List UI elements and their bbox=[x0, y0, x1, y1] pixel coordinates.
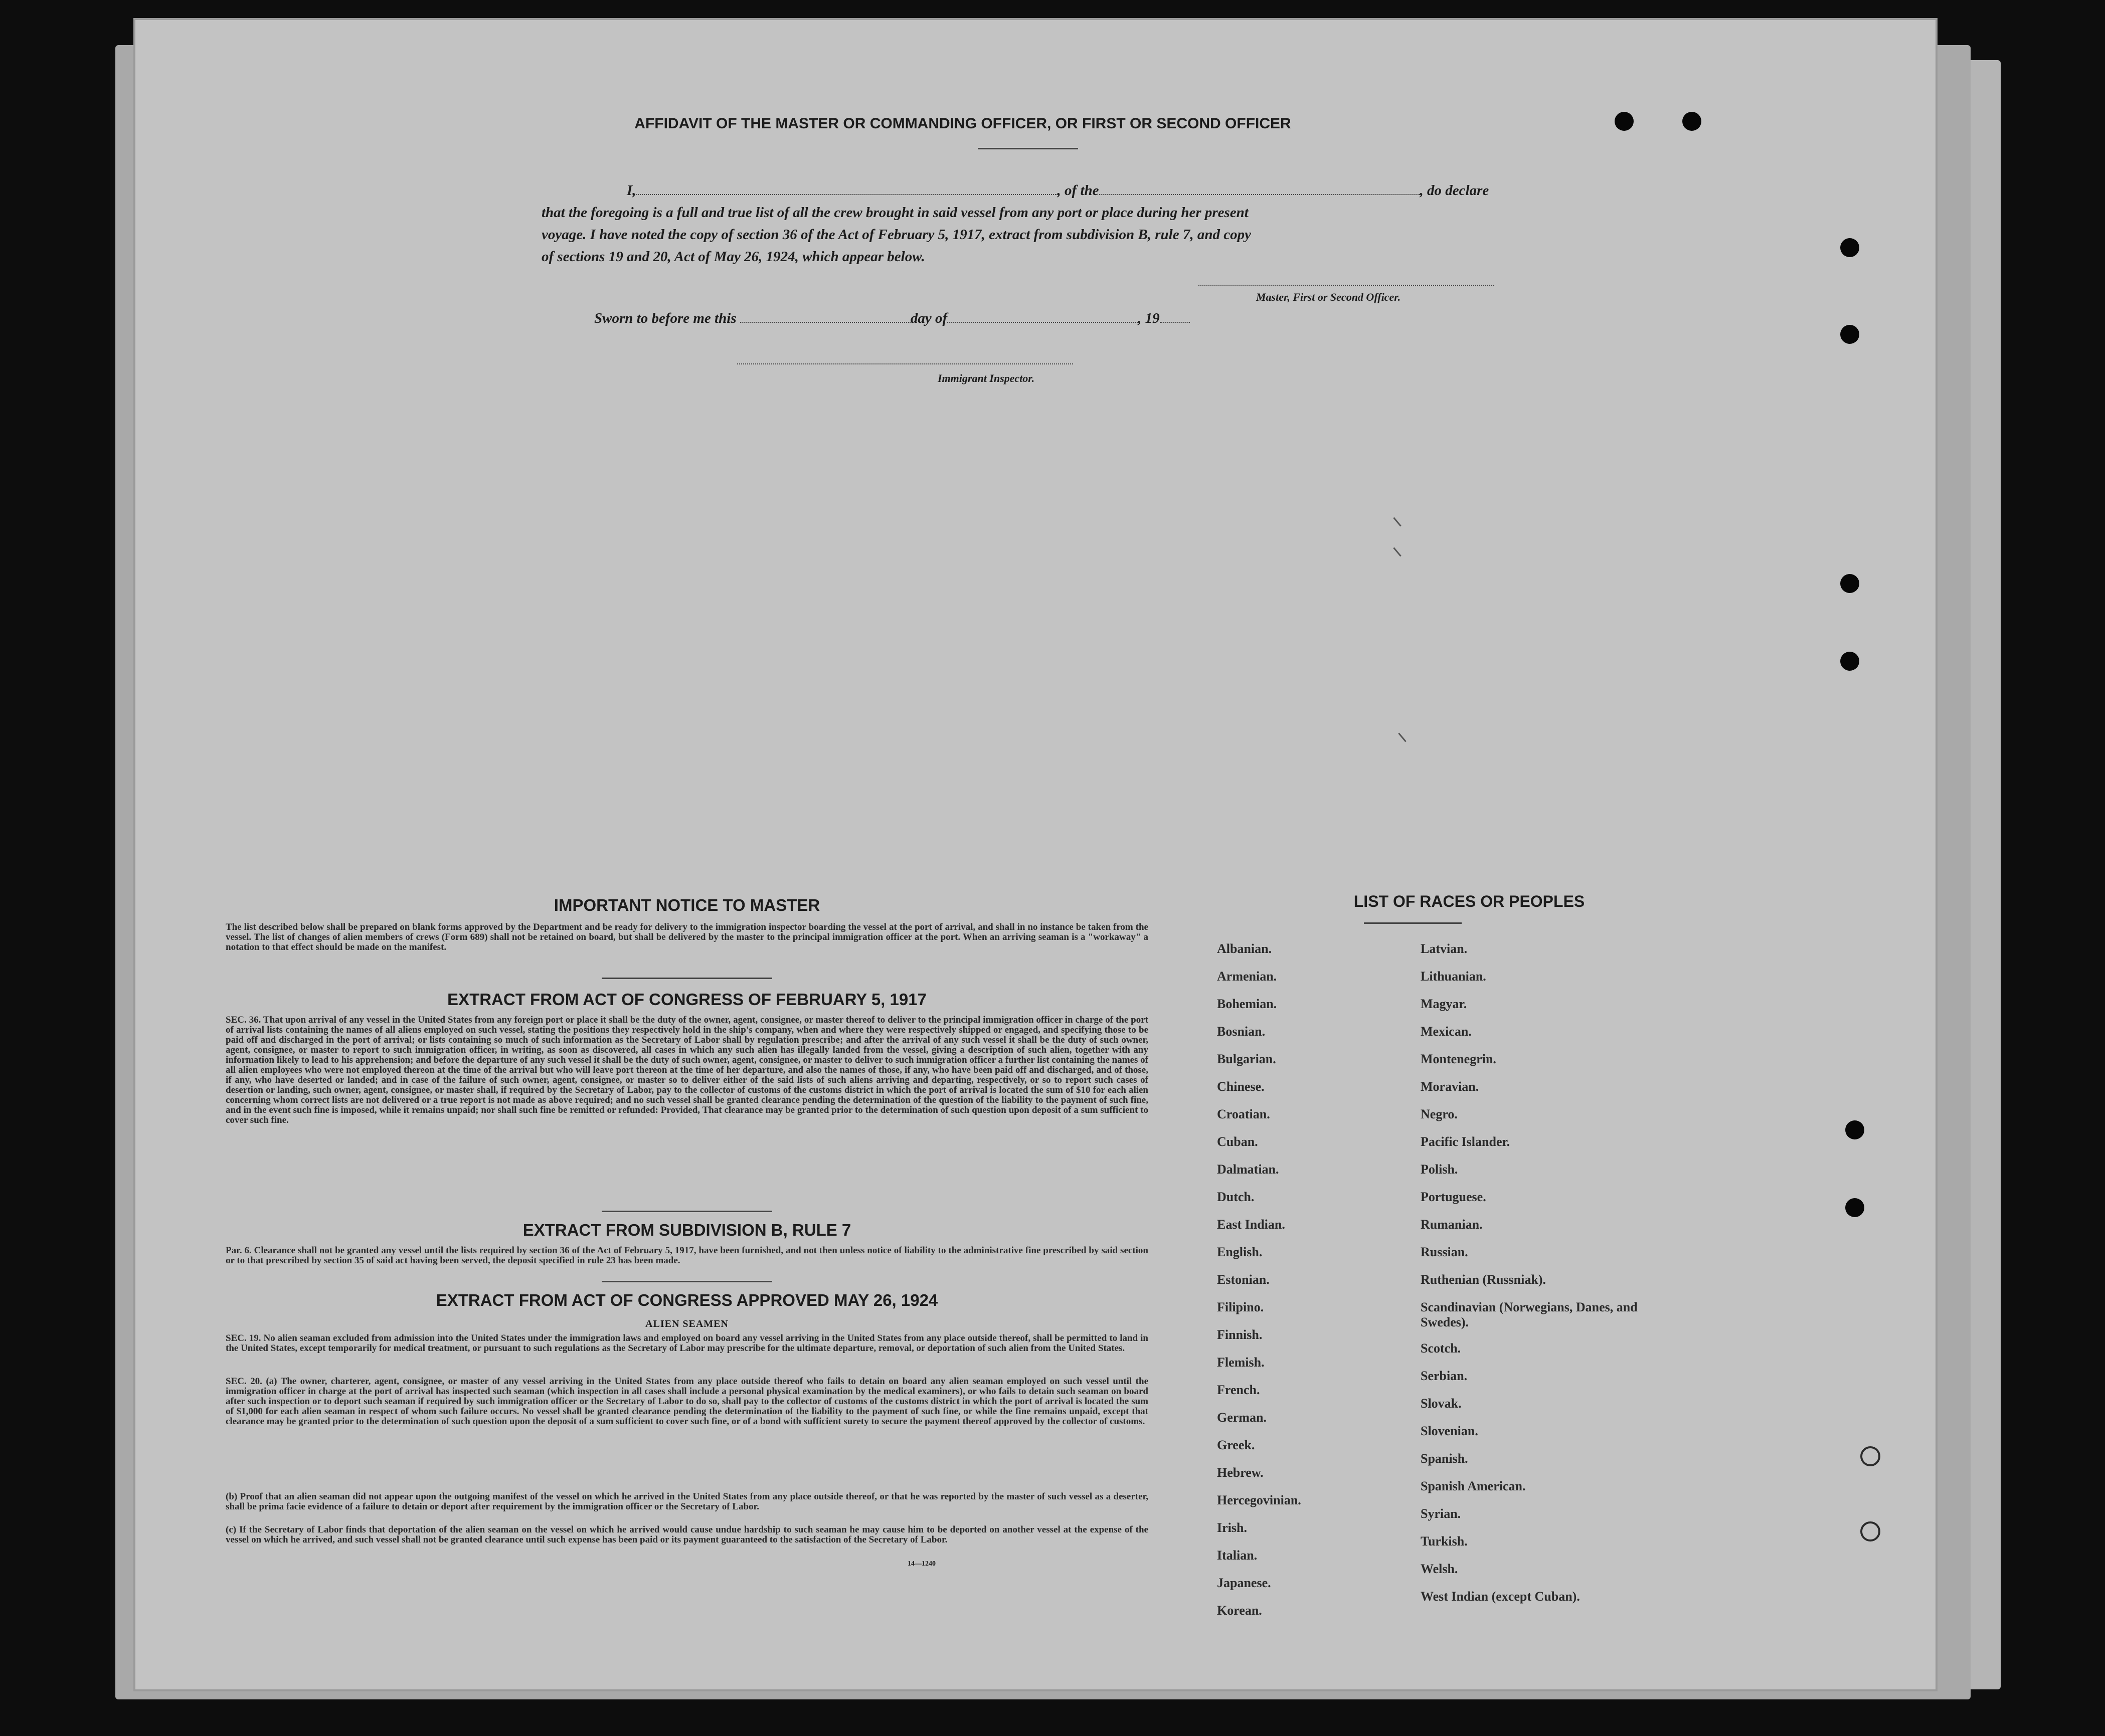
race-item: Scandinavian (Norwegians, Danes, and Swedes). bbox=[1421, 1300, 1638, 1329]
affidavit-text: , do declare bbox=[1420, 182, 1489, 199]
name-blank bbox=[636, 183, 1058, 195]
year-blank bbox=[1160, 311, 1190, 323]
mark bbox=[1393, 517, 1401, 527]
races-column-1 bbox=[1217, 941, 1408, 1631]
race-item: Spanish American. bbox=[1421, 1479, 1526, 1493]
race-item: Korean. bbox=[1217, 1603, 1262, 1618]
affidavit-line-2: that the foregoing is a full and true list of all the crew brought in said vessel from any port or place during her present bbox=[542, 205, 1249, 221]
race-item: Finnish. bbox=[1217, 1327, 1263, 1342]
divider bbox=[978, 148, 1078, 149]
rule-7-title: EXTRACT FROM SUBDIVISION B, RULE 7 bbox=[522, 1221, 851, 1239]
punch-hole bbox=[1845, 1198, 1864, 1217]
race-item: Mexican. bbox=[1421, 1024, 1472, 1039]
race-item: Cuban. bbox=[1217, 1134, 1258, 1149]
notice-title: IMPORTANT NOTICE TO MASTER bbox=[554, 896, 820, 914]
race-item: Flemish. bbox=[1217, 1355, 1265, 1370]
race-item: Scotch. bbox=[1421, 1341, 1461, 1356]
race-item: Montenegrin. bbox=[1421, 1052, 1496, 1066]
race-item: Dutch. bbox=[1217, 1190, 1255, 1204]
affidavit-text: I, bbox=[627, 182, 636, 199]
affidavit-line-3: voyage. I have noted the copy of section 36 of the Act of February 5, 1917, extract from subdivision B, rule 7, and copy bbox=[542, 227, 1251, 243]
race-item: Syrian. bbox=[1421, 1506, 1461, 1521]
race-item: Greek. bbox=[1217, 1438, 1255, 1452]
sworn-text: Sworn to before me this bbox=[594, 310, 737, 326]
race-item: Moravian. bbox=[1421, 1079, 1479, 1094]
extract-1917-title: EXTRACT FROM ACT OF CONGRESS OF FEBRUARY 5, 1917 bbox=[447, 990, 927, 1009]
race-item: Albanian. bbox=[1217, 941, 1272, 956]
extract-1924-title: EXTRACT FROM ACT OF CONGRESS APPROVED MAY 26, 1924 bbox=[436, 1291, 938, 1309]
race-item: West Indian (except Cuban). bbox=[1421, 1589, 1580, 1604]
sworn-line bbox=[594, 307, 1396, 329]
race-item: Irish. bbox=[1217, 1520, 1247, 1535]
race-item: Estonian. bbox=[1217, 1272, 1270, 1287]
divider bbox=[602, 1211, 772, 1212]
races-column-2 bbox=[1421, 941, 1661, 1617]
race-item: Negro. bbox=[1421, 1107, 1458, 1121]
master-signature-label: Master, First or Second Officer. bbox=[1256, 291, 1401, 303]
race-item: Russian. bbox=[1421, 1245, 1468, 1259]
affidavit-line-4: of sections 19 and 20, Act of May 26, 1924, which appear below. bbox=[542, 249, 925, 265]
race-item: Welsh. bbox=[1421, 1562, 1458, 1576]
race-item: Slovenian. bbox=[1421, 1424, 1478, 1438]
race-item: Spanish. bbox=[1421, 1451, 1468, 1466]
affidavit-declaration-line bbox=[587, 179, 1655, 202]
sworn-text: day of bbox=[910, 310, 948, 326]
race-item: Italian. bbox=[1217, 1548, 1258, 1563]
race-item: East Indian. bbox=[1217, 1217, 1285, 1232]
race-item: Hebrew. bbox=[1217, 1465, 1264, 1480]
rule-7-body: Par. 6. Clearance shall not be granted any vessel until the lists required by section 36 of the Act of February 5, 1917, have been furnished, and not then unless notice of liability to the administrative fine prescribed by said section or to that prescribed by section 35 of said act having been served, the deposit specified in rule 23 has been made. bbox=[226, 1245, 1148, 1266]
race-item: Bosnian. bbox=[1217, 1024, 1266, 1039]
race-item: Slovak. bbox=[1421, 1396, 1462, 1411]
race-item: Armenian. bbox=[1217, 969, 1277, 984]
inspector-signature-line bbox=[737, 363, 1073, 364]
punch-hole bbox=[1860, 1521, 1880, 1541]
alien-seamen-subtitle: ALIEN SEAMEN bbox=[645, 1318, 729, 1329]
race-item: Magyar. bbox=[1421, 997, 1467, 1011]
race-item: Bulgarian. bbox=[1217, 1052, 1276, 1066]
mark bbox=[1398, 733, 1406, 742]
affidavit-title: AFFIDAVIT OF THE MASTER OR COMMANDING OFFICER, OR FIRST OR SECOND OFFICER bbox=[634, 115, 1291, 132]
section-19: SEC. 19. No alien seaman excluded from admission into the United States under the immigration laws and employed on board any vessel arriving in the United States from any place outside thereof, shall be permitted to land in the United States, except temporarily for medical treatment, or pursuant to such regulations as the Secretary of Labor may prescribe for the ultimate departure, removal, or deportation of such alien from the United States. bbox=[226, 1333, 1148, 1354]
vessel-blank bbox=[1099, 183, 1420, 195]
race-item: English. bbox=[1217, 1245, 1263, 1259]
race-item: Rumanian. bbox=[1421, 1217, 1483, 1232]
signature-line bbox=[1198, 285, 1494, 286]
races-title: LIST OF RACES OR PEOPLES bbox=[1353, 892, 1585, 910]
section-20b: (b) Proof that an alien seaman did not appear upon the outgoing manifest of the vessel on which he arrived in the United States from any place outside thereof, or that he was reported by the master of such vessel as a deserter, shall be prima facie evidence of a failure to detain or deport after requirement by the immigration officer or the Secretary of Labor. bbox=[226, 1491, 1148, 1512]
race-item: Chinese. bbox=[1217, 1079, 1265, 1094]
month-blank bbox=[947, 311, 1138, 323]
punch-hole bbox=[1840, 238, 1859, 257]
race-item: Pacific Islander. bbox=[1421, 1134, 1510, 1149]
race-item: Filipino. bbox=[1217, 1300, 1264, 1314]
affidavit-text: , of the bbox=[1057, 182, 1099, 199]
punch-hole bbox=[1860, 1446, 1880, 1466]
day-blank bbox=[740, 311, 911, 323]
inspector-signature-label: Immigrant Inspector. bbox=[938, 372, 1035, 384]
race-item: Hercegovinian. bbox=[1217, 1493, 1301, 1507]
race-item: Dalmatian. bbox=[1217, 1162, 1279, 1177]
race-item: Serbian. bbox=[1421, 1369, 1468, 1383]
punch-hole bbox=[1845, 1120, 1864, 1139]
race-item: German. bbox=[1217, 1410, 1267, 1425]
divider bbox=[602, 1281, 772, 1282]
race-item: Croatian. bbox=[1217, 1107, 1270, 1121]
punch-hole bbox=[1682, 112, 1701, 131]
race-item: Portuguese. bbox=[1421, 1190, 1486, 1204]
sworn-text: , 19 bbox=[1138, 310, 1160, 326]
race-item: Polish. bbox=[1421, 1162, 1458, 1177]
punch-hole bbox=[1615, 112, 1634, 131]
divider bbox=[1364, 922, 1462, 924]
race-item: Japanese. bbox=[1217, 1576, 1271, 1590]
race-item: Bohemian. bbox=[1217, 997, 1277, 1011]
extract-1917-body: SEC. 36. That upon arrival of any vessel in the United States from any foreign port or place it shall be the duty of the owner, agent, consignee, or master thereof to deliver to the principal immigration officer in charge of the port of arrival lists containing the names of all aliens employed on such vessel, stating the positions they respectively hold in the ship's company, when and where they were respectively shipped or engaged, and specifying those to be paid off and discharged in the port of arrival; or lists containing so much of such information as the Secretary of Labor shall by regulation prescribe; and after the arrival of any such vessel it shall be the duty of such owner, agent, consignee, or master to report to such immigration officer, in writing, as soon as discovered, all cases in which any such alien has illegally landed from the vessel, giving a description of such alien, together with any information likely to lead to his apprehension; and before the departure of any such vessel it shall be the duty of such owner, agent, consignee, or master to deliver to such immigration officer a further list containing the names of all alien employees who were not employed thereon at the time of the arrival but who will leave port thereon at the time of her departure, and also the names of those, if any, who have been paid off and discharged, and of those, if any, who have deserted or landed; and in case of the failure of such owner, agent, consignee, or master so to deliver either of the said lists of such aliens arriving and departing, respectively, or so to report such cases of desertion or landing, such owner, agent, consignee, or master shall, if required by the Secretary of Labor, pay to the collector of customs of the customs district in which the port of arrival is located the sum of $10 for each alien concerning whom correct lists are not delivered or a true report is not made as above required; and no such vessel shall be granted clearance pending the determination of the question of the liability to the payment of such fine, and in the event such fine is imposed, while it remains unpaid; nor shall such fine be remitted or refunded: Provided, That clearance may be granted prior to the determination of such question upon deposit of a sum sufficient to cover such fine. bbox=[226, 1015, 1148, 1125]
form-number: 14—1240 bbox=[908, 1560, 936, 1568]
race-item: Ruthenian (Russniak). bbox=[1421, 1272, 1546, 1287]
race-item: French. bbox=[1217, 1383, 1260, 1397]
punch-hole bbox=[1840, 652, 1859, 671]
race-item: Lithuanian. bbox=[1421, 969, 1486, 984]
document-page bbox=[135, 20, 1936, 1689]
divider bbox=[602, 978, 772, 979]
punch-hole bbox=[1840, 325, 1859, 344]
race-item: Latvian. bbox=[1421, 941, 1468, 956]
mark bbox=[1393, 547, 1401, 557]
punch-hole bbox=[1840, 574, 1859, 593]
notice-body: The list described below shall be prepared on blank forms approved by the Department and be ready for delivery to the immigration inspector boarding the vessel at the port of arrival, and shall in no instance be taken from the vessel. The list of changes of alien members of crews (Form 689) shall not be retained on board, but shall be delivered by the master to the principal immigration officer at the port. When an arriving seaman is a "workaway" a notation to that effect should be made on the manifest. bbox=[226, 922, 1148, 952]
race-item: Turkish. bbox=[1421, 1534, 1468, 1549]
section-20c: (c) If the Secretary of Labor finds that deportation of the alien seaman on the vessel on which he arrived would cause undue hardship to such seaman he may cause him to be deported on another vessel at the expense of the vessel on which he arrived, and such vessel shall not be granted clearance until such expense has been paid or its payment guaranteed to the satisfaction of the Secretary of Labor. bbox=[226, 1524, 1148, 1545]
section-20a: SEC. 20. (a) The owner, charterer, agent, consignee, or master of any vessel arriving in the United States from any place outside thereof who fails to detain on board any alien seaman employed on such vessel until the immigration officer in charge at the port of arrival has inspected such seaman (which inspection in all cases shall include a personal physical examination by the medical examiners), or who fails to detain such seaman on board after such inspection or to deport such seaman if required by such immigration officer or the Secretary of Labor to do so, shall pay to the collector of customs of the customs district in which the port of arrival is located the sum of $1,000 for each alien seaman in respect of whom such failure occurs. No vessel shall be granted clearance pending the determination of the liability to the payment of such fine, or while the fine remains unpaid, except that clearance may be granted prior to the determination of such question upon the deposit of a sum sufficient to cover such fine, or of a bond with sufficient surety to secure the payment thereof approved by the collector of customs. bbox=[226, 1376, 1148, 1427]
